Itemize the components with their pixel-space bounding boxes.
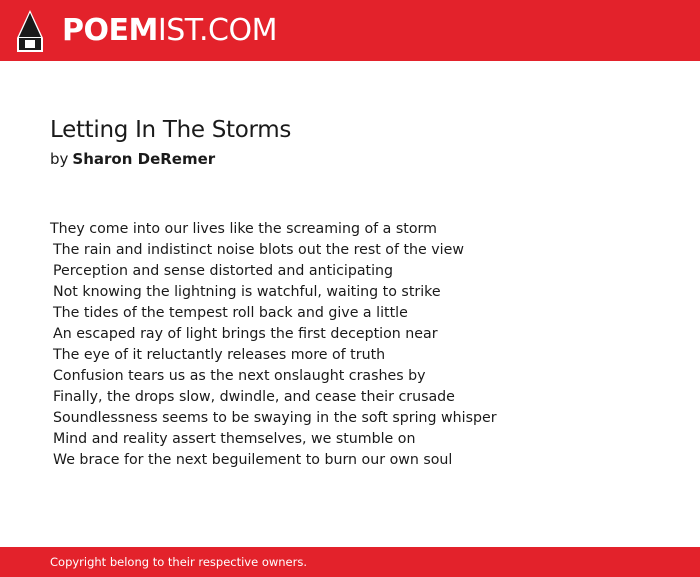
poem-line: Perception and sense distorted and anticipating xyxy=(53,263,394,279)
poem-line: The rain and indistinct noise blots out the rest of the view xyxy=(53,242,464,258)
poem-body xyxy=(50,219,670,471)
poem-line: An escaped ray of light brings the first deception near xyxy=(53,326,438,342)
copyright-text: Copyright belong to their respective owners. xyxy=(50,555,308,569)
site-header xyxy=(0,0,700,61)
site-logo[interactable] xyxy=(62,12,277,50)
poem-line: Mind and reality assert themselves, we stumble on xyxy=(53,431,416,447)
poem-line: The eye of it reluctantly releases more of truth xyxy=(53,347,386,363)
site-footer xyxy=(0,547,700,577)
logo-light-part: IST.COM xyxy=(157,13,277,48)
poem-line: Confusion tears us as the next onslaught crashes by xyxy=(53,368,426,384)
poem-title: Letting In The Storms xyxy=(50,117,292,143)
poem-line: Soundlessness seems to be swaying in the soft spring whisper xyxy=(53,410,497,426)
logo-bold-part: POEM xyxy=(62,13,158,48)
poem-line: Not knowing the lightning is watchful, waiting to strike xyxy=(53,284,441,300)
by-label: by xyxy=(50,150,69,168)
poem-line: Finally, the drops slow, dwindle, and cease their crusade xyxy=(53,389,455,405)
pencil-icon[interactable] xyxy=(17,10,43,52)
poem-line: They come into our lives like the screaming of a storm xyxy=(50,221,437,237)
poem-line: We brace for the next beguilement to burn our own soul xyxy=(53,452,453,468)
byline xyxy=(50,150,215,168)
author-name: Sharon DeRemer xyxy=(72,150,216,168)
poem-line: The tides of the tempest roll back and give a little xyxy=(53,305,408,321)
